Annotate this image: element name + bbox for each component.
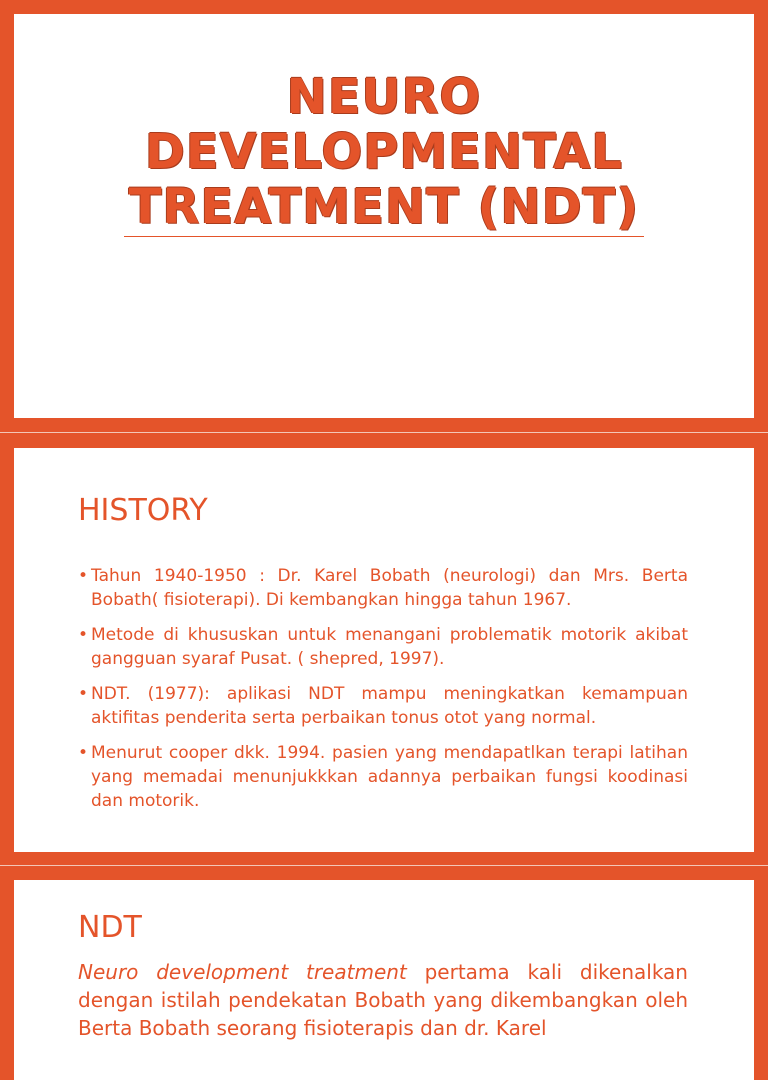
title-line-3: TREATMENT (NDT) [128,179,640,235]
slide-history [0,433,768,865]
history-bullet: • Tahun 1940-1950 : Dr. Karel Bobath (neurologi) dan Mrs. Berta Bobath( fisioterapi). Di kembangkan hingga tahun 1967. [78,564,688,612]
history-bullet: • NDT. (1977): aplikasi NDT mampu meningkatkan kemampuan aktifitas penderita serta perbaikan tonus otot yang normal. [78,682,688,730]
history-bullet: • Metode di khususkan untuk menangani problematik motorik akibat gangguan syaraf Pusat. ( shepred, 1997). [78,623,688,671]
ndt-paragraph-text: pertama kali dikenalkan dengan istilah pendekatan Bobath yang dikembangkan oleh Berta Bobath seorang fisioterapis dan dr. Karel [78,960,688,1040]
slide-title-heading [14,70,754,235]
ndt-heading: NDT [78,910,142,945]
slide-title [0,0,768,432]
title-line-2: DEVELOPMENTAL [145,124,623,180]
history-bullet: • Menurut cooper dkk. 1994. pasien yang mendapatlkan terapi latihan yang memadai menunjukkkan adannya perbaikan fungsi koodinasi dan motorik. [78,741,688,813]
slide-ndt-canvas [14,880,754,1080]
title-underline [124,236,644,237]
slide-ndt [0,866,768,1040]
history-bullet-list [78,564,688,824]
title-line-1: NEURO [286,69,482,125]
history-heading: HISTORY [78,493,208,528]
ndt-paragraph-italic: Neuro development treatment [78,960,407,984]
slide-title-canvas [14,14,754,418]
slide-history-canvas [14,448,754,852]
ndt-paragraph [78,958,688,1042]
